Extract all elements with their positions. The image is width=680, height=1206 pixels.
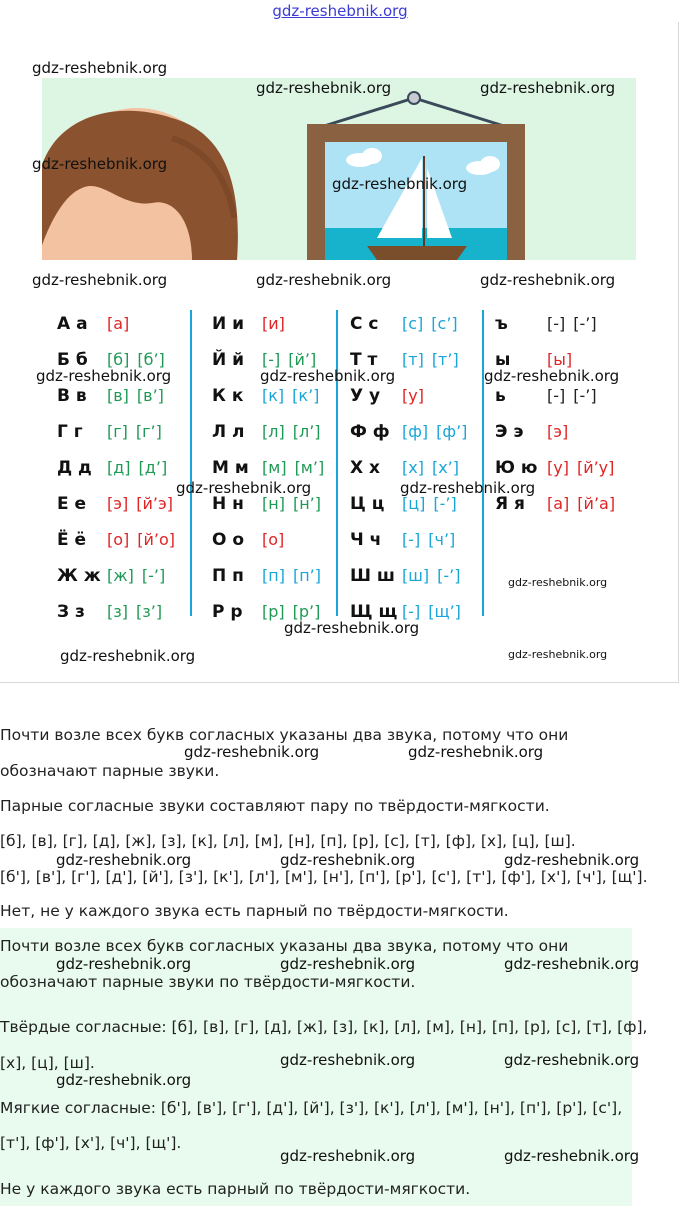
sound-transcription: [с] <box>402 314 424 333</box>
paragraph-line: [б'], [в'], [г'], [д'], [й'], [з'], [к'], [л'], [м'], [н'], [п'], [р'], [с'], [т'], [ф'], [х'], [ч'], [щ']. <box>0 868 648 886</box>
sound-transcription: [л] <box>262 422 285 441</box>
sound-transcription: [ы] <box>547 350 573 369</box>
alphabet-entry <box>212 456 324 480</box>
sound-transcription: [м’] <box>294 458 325 477</box>
answer-line: [т'], [ф'], [х'], [ч'], [щ']. <box>0 1134 182 1152</box>
sound-transcription: [-] <box>547 386 566 405</box>
letter-pair: Ш ш <box>350 566 395 586</box>
sound-transcription: [о] <box>107 530 130 549</box>
sound-transcription: [б] <box>107 350 130 369</box>
alphabet-entry <box>495 420 568 444</box>
watermark: gdz-reshebnik.org <box>260 367 396 385</box>
sound-transcription: [а] <box>107 314 130 333</box>
watermark: gdz-reshebnik.org <box>56 851 192 869</box>
letter-pair: Я я <box>495 494 525 514</box>
watermark: gdz-reshebnik.org <box>504 1051 640 1069</box>
sound-transcription: [к’] <box>292 386 320 405</box>
watermark: gdz-reshebnik.org <box>332 175 468 193</box>
letter-pair: С с <box>350 314 379 334</box>
watermark: gdz-reshebnik.org <box>56 955 192 973</box>
watermark: gdz-reshebnik.org <box>280 955 416 973</box>
letter-pair: ы <box>495 350 511 370</box>
sound-transcription: [б’] <box>137 350 165 369</box>
letter-pair: Ц ц <box>350 494 385 514</box>
alphabet-entry <box>350 384 424 408</box>
watermark: gdz-reshebnik.org <box>184 743 320 761</box>
sound-transcription: [х] <box>402 458 424 477</box>
letter-pair: Ч ч <box>350 530 382 550</box>
watermark: gdz-reshebnik.org <box>508 576 608 589</box>
alphabet-entry <box>212 312 285 336</box>
watermark: gdz-reshebnik.org <box>256 79 392 97</box>
answer-line: Не у каждого звука есть парный по твёрдости-мягкости. <box>0 1180 471 1198</box>
alphabet-entry <box>350 564 460 588</box>
alphabet-entry <box>350 528 455 552</box>
sound-transcription: [к] <box>262 386 285 405</box>
alphabet-entry <box>57 456 167 480</box>
sound-transcription: [ф] <box>402 422 429 441</box>
alphabet-entry <box>350 420 467 444</box>
watermark: gdz-reshebnik.org <box>504 1147 640 1165</box>
sound-transcription: [с’] <box>431 314 458 333</box>
alphabet-entry <box>57 600 162 624</box>
sound-transcription: [ц] <box>402 494 426 513</box>
answer-line: обозначают парные звуки по твёрдости-мягкости. <box>0 973 416 991</box>
watermark: gdz-reshebnik.org <box>256 271 392 289</box>
sound-transcription: [п] <box>262 566 285 585</box>
sound-transcription: [-’] <box>573 314 597 333</box>
site-link[interactable]: gdz-reshebnik.org <box>272 2 408 20</box>
alphabet-entry <box>495 312 597 336</box>
letter-pair: З з <box>57 602 85 622</box>
alphabet-entry <box>57 492 173 516</box>
column-divider <box>190 310 192 616</box>
watermark: gdz-reshebnik.org <box>36 367 172 385</box>
letter-pair: Н н <box>212 494 244 514</box>
watermark: gdz-reshebnik.org <box>280 851 416 869</box>
letter-pair: В в <box>57 386 87 406</box>
sound-transcription: [н’] <box>292 494 321 513</box>
watermark: gdz-reshebnik.org <box>284 619 420 637</box>
watermark: gdz-reshebnik.org <box>280 1147 416 1165</box>
letter-pair: Щ щ <box>350 602 398 622</box>
watermark: gdz-reshebnik.org <box>60 647 196 665</box>
watermark: gdz-reshebnik.org <box>32 271 168 289</box>
sound-transcription: [ч’] <box>428 530 456 549</box>
letter-pair: П п <box>212 566 244 586</box>
letter-pair: Х х <box>350 458 380 478</box>
sound-transcription: [л’] <box>292 422 321 441</box>
sound-transcription: [у] <box>402 386 424 405</box>
sound-transcription: [-’] <box>437 566 461 585</box>
watermark: gdz-reshebnik.org <box>32 155 168 173</box>
sound-transcription: [ф’] <box>436 422 468 441</box>
sound-transcription: [м] <box>262 458 287 477</box>
letter-pair: М м <box>212 458 249 478</box>
sound-transcription: [й’] <box>288 350 317 369</box>
alphabet-entry <box>212 564 321 588</box>
sound-transcription: [о] <box>262 530 285 549</box>
letter-pair: О о <box>212 530 245 550</box>
watermark: gdz-reshebnik.org <box>480 271 616 289</box>
alphabet-entry <box>57 420 162 444</box>
sound-transcription: [а] <box>547 494 570 513</box>
sound-transcription: [и] <box>262 314 285 333</box>
sound-transcription: [д] <box>107 458 131 477</box>
answer-line: [х], [ц], [ш]. <box>0 1054 95 1072</box>
watermark: gdz-reshebnik.org <box>480 79 616 97</box>
sound-transcription: [з] <box>107 602 128 621</box>
watermark: gdz-reshebnik.org <box>508 648 608 661</box>
sound-transcription: [р] <box>262 602 285 621</box>
alphabet-entry <box>57 312 129 336</box>
watermark: gdz-reshebnik.org <box>56 1071 192 1089</box>
letter-pair: Ё ё <box>57 530 87 550</box>
sound-transcription: [з’] <box>136 602 163 621</box>
letter-pair: И и <box>212 314 245 334</box>
watermark: gdz-reshebnik.org <box>484 367 620 385</box>
answer-line: Мягкие согласные: [б'], [в'], [г'], [д'], [й'], [з'], [к'], [л'], [м'], [н'], [п'], [р'], [с'], <box>0 1099 623 1117</box>
letter-pair: У у <box>350 386 381 406</box>
sound-transcription: [р’] <box>292 602 321 621</box>
sound-transcription: [д’] <box>138 458 168 477</box>
sound-transcription: [-] <box>402 602 421 621</box>
watermark: gdz-reshebnik.org <box>280 1051 416 1069</box>
watermark: gdz-reshebnik.org <box>408 743 544 761</box>
letter-pair: Г г <box>57 422 83 442</box>
alphabet-entry <box>350 312 458 336</box>
sound-transcription: [т’] <box>431 350 459 369</box>
sound-transcription: [-] <box>262 350 281 369</box>
sound-transcription: [-’] <box>433 494 457 513</box>
sound-transcription: [х’] <box>431 458 459 477</box>
alphabet-entry <box>212 420 321 444</box>
letter-pair: К к <box>212 386 244 406</box>
sound-transcription: [щ’] <box>428 602 461 621</box>
sound-transcription: [п’] <box>292 566 321 585</box>
answer-line: Твёрдые согласные: [б], [в], [г], [д], [ж], [з], [к], [л], [м], [н], [п], [р], [с], [т], [ф], <box>0 1018 648 1036</box>
letter-pair: Р р <box>212 602 243 622</box>
watermark: gdz-reshebnik.org <box>176 479 312 497</box>
paragraph-line: [б], [в], [г], [д], [ж], [з], [к], [л], [м], [н], [п], [р], [с], [т], [ф], [х], [ц], [ш]. <box>0 832 576 850</box>
letter-pair: А а <box>57 314 88 334</box>
letter-pair: Б б <box>57 350 88 370</box>
sound-transcription: [-] <box>402 530 421 549</box>
sound-transcription: [т] <box>402 350 424 369</box>
sound-transcription: [в] <box>107 386 129 405</box>
alphabet-entry <box>212 384 319 408</box>
alphabet-entry <box>57 384 164 408</box>
alphabet-entry <box>495 456 614 480</box>
alphabet-entry <box>57 528 175 552</box>
alphabet-entry <box>350 456 459 480</box>
paragraph-line: обозначают парные звуки. <box>0 762 220 780</box>
alphabet-entry <box>57 564 165 588</box>
watermark: gdz-reshebnik.org <box>32 59 168 77</box>
letter-pair: Й й <box>212 350 245 370</box>
letter-pair: ь <box>495 386 506 406</box>
sound-transcription: [ж] <box>107 566 134 585</box>
column-divider <box>482 310 484 616</box>
alphabet-entry <box>495 384 597 408</box>
paragraph-line: Нет, не у каждого звука есть парный по твёрдости-мягкости. <box>0 902 509 920</box>
sound-transcription: [н] <box>262 494 285 513</box>
letter-pair: Ю ю <box>495 458 538 478</box>
sound-transcription: [-] <box>547 314 566 333</box>
letter-pair: Ф ф <box>350 422 390 442</box>
watermark: gdz-reshebnik.org <box>504 851 640 869</box>
sound-transcription: [-’] <box>573 386 597 405</box>
watermark: gdz-reshebnik.org <box>400 479 536 497</box>
watermark: gdz-reshebnik.org <box>504 955 640 973</box>
answer-line: Почти возле всех букв согласных указаны два звука, потому что они <box>0 937 569 955</box>
alphabet-entry <box>212 528 284 552</box>
paragraph-line: Почти возле всех букв согласных указаны два звука, потому что они <box>0 726 569 744</box>
letter-pair: Т т <box>350 350 378 370</box>
sound-transcription: [ш] <box>402 566 430 585</box>
sound-transcription: [г] <box>107 422 128 441</box>
sound-transcription: [г’] <box>135 422 162 441</box>
sound-transcription: [в’] <box>136 386 164 405</box>
letter-pair: Э э <box>495 422 524 442</box>
sound-transcription: [й’у] <box>576 458 615 477</box>
column-divider <box>336 310 338 616</box>
letter-pair: Ж ж <box>57 566 101 586</box>
letter-pair: Д д <box>57 458 92 478</box>
paragraph-line: Парные согласные звуки составляют пару по твёрдости-мягкости. <box>0 797 550 815</box>
sound-transcription: [й’а] <box>577 494 616 513</box>
letter-pair: Е е <box>57 494 87 514</box>
sound-transcription: [э] <box>547 422 569 441</box>
sound-transcription: [-’] <box>141 566 166 585</box>
sound-transcription: [у] <box>547 458 569 477</box>
sound-transcription: [й’э] <box>136 494 174 513</box>
sound-transcription: [э] <box>107 494 129 513</box>
sound-transcription: [й’о] <box>137 530 176 549</box>
letter-pair: ъ <box>495 314 508 334</box>
letter-pair: Л л <box>212 422 245 442</box>
